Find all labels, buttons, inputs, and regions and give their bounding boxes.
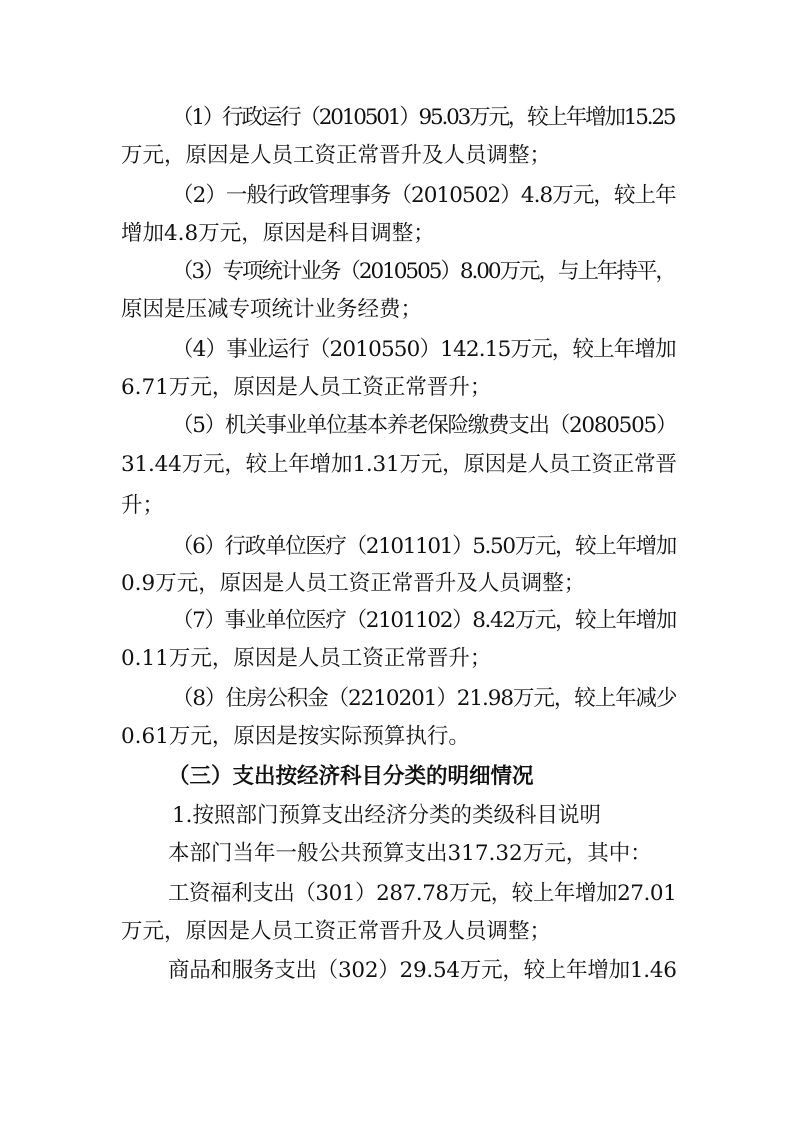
paragraph-4-line-1: （4）事业运行（2010550）142.15万元，较上年增加 xyxy=(172,337,676,362)
section-heading: （三）支出按经济科目分类的明细情况 xyxy=(168,764,534,789)
paragraph-3-line-1: （3）专项统计业务（2010505）8.00万元，与上年持平， xyxy=(172,259,675,284)
paragraph-4-line-2: 6.71万元，原因是人员工资正常晋升； xyxy=(121,375,492,400)
paragraph-5-line-2: 31.44万元，较上年增加1.31万元，原因是人员工资正常晋 xyxy=(121,452,677,477)
paragraph-10-line-1: 商品和服务支出（302）29.54万元，较上年增加1.46 xyxy=(168,958,677,983)
paragraph-8-line-2: 0.61万元，原因是按实际预算执行。 xyxy=(121,724,470,749)
paragraph-5-line-3: 升； xyxy=(121,493,165,518)
summary-paragraph: 本部门当年一般公共预算支出317.32万元，其中： xyxy=(168,841,652,866)
paragraph-5-line-1: （5）机关事业单位基本养老保险缴费支出（2080505） xyxy=(172,413,677,438)
paragraph-2-line-2: 增加4.8万元，原因是科目调整； xyxy=(121,221,435,246)
paragraph-6-line-2: 0.9万元，原因是人员工资正常晋升及人员调整； xyxy=(121,571,586,596)
paragraph-1-line-1: （1）行政运行（2010501）95.03万元，较上年增加15.25 xyxy=(172,105,675,130)
paragraph-7-line-2: 0.11万元，原因是人员工资正常晋升； xyxy=(121,646,492,671)
paragraph-6-line-1: （6）行政单位医疗（2101101）5.50万元，较上年增加 xyxy=(172,534,676,559)
paragraph-9-line-2: 万元，原因是人员工资正常晋升及人员调整； xyxy=(121,919,552,944)
paragraph-1-line-2: 万元，原因是人员工资正常晋升及人员调整； xyxy=(121,143,552,168)
subsection-heading: 1.按照部门预算支出经济分类的类级科目说明 xyxy=(172,803,602,828)
paragraph-7-line-1: （7）事业单位医疗（2101102）8.42万元，较上年增加 xyxy=(172,608,676,633)
paragraph-9-line-1: 工资福利支出（301）287.78万元，较上年增加27.01 xyxy=(168,881,677,906)
paragraph-3-line-2: 原因是压减专项统计业务经费； xyxy=(121,297,423,322)
paragraph-8-line-1: （8）住房公积金（2210201）21.98万元，较上年减少 xyxy=(172,686,677,711)
paragraph-2-line-1: （2）一般行政管理事务（2010502）4.8万元，较上年 xyxy=(172,183,676,208)
